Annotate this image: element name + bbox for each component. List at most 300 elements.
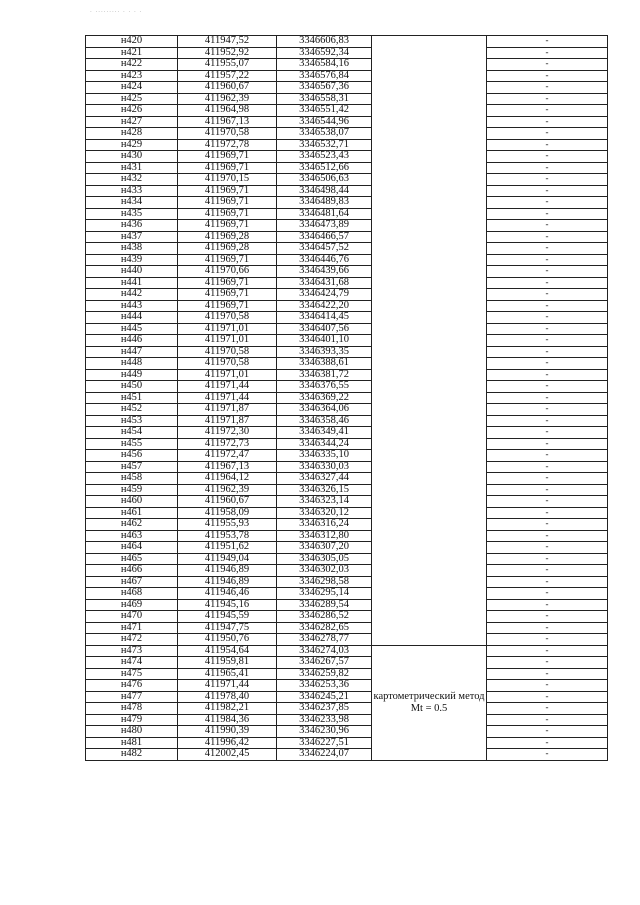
table-row (86, 197, 608, 209)
x-coordinate-cell: 411969,71 (178, 208, 277, 220)
accuracy-cell (487, 737, 608, 749)
accuracy-dash: - (545, 564, 549, 574)
point-number-cell: н460 (86, 496, 178, 508)
y-coordinate-cell: 3346544,96 (277, 116, 372, 128)
accuracy-cell (487, 289, 608, 301)
x-coordinate-cell: 411962,39 (178, 484, 277, 496)
x-coordinate-cell: 411970,58 (178, 346, 277, 358)
x-coordinate-cell: 411971,01 (178, 335, 277, 347)
accuracy-dash: - (545, 403, 549, 413)
accuracy-dash: - (545, 242, 549, 252)
accuracy-cell (487, 36, 608, 48)
table-row (86, 312, 608, 324)
accuracy-cell (487, 703, 608, 715)
accuracy-cell (487, 450, 608, 462)
accuracy-dash: - (545, 196, 549, 206)
y-coordinate-cell: 3346302,03 (277, 565, 372, 577)
table-row (86, 726, 608, 738)
accuracy-dash: - (545, 46, 549, 57)
point-number-cell: н456 (86, 450, 178, 462)
table-row (86, 438, 608, 450)
accuracy-cell (487, 542, 608, 554)
y-coordinate-cell: 3346532,71 (277, 139, 372, 151)
table-row (86, 82, 608, 94)
point-number-cell: н443 (86, 300, 178, 312)
point-number-cell: н450 (86, 381, 178, 393)
x-coordinate-cell: 411972,73 (178, 438, 277, 450)
point-number-cell: н455 (86, 438, 178, 450)
accuracy-dash: - (545, 575, 549, 586)
point-number-cell: н472 (86, 634, 178, 646)
accuracy-cell (487, 254, 608, 266)
x-coordinate-cell: 411945,16 (178, 599, 277, 611)
accuracy-dash: - (545, 322, 549, 333)
x-coordinate-cell: 411967,13 (178, 461, 277, 473)
table-row (86, 427, 608, 439)
accuracy-cell (487, 105, 608, 117)
accuracy-cell (487, 323, 608, 335)
x-coordinate-cell: 411955,07 (178, 59, 277, 71)
table-row (86, 645, 608, 657)
x-coordinate-cell: 411962,39 (178, 93, 277, 105)
point-number-cell: н442 (86, 289, 178, 301)
point-number-cell: н440 (86, 266, 178, 278)
accuracy-cell (487, 611, 608, 623)
table-row (86, 749, 608, 761)
y-coordinate-cell: 3346245,21 (277, 691, 372, 703)
accuracy-dash: - (545, 368, 549, 379)
y-coordinate-cell: 3346376,55 (277, 381, 372, 393)
y-coordinate-cell: 3346422,20 (277, 300, 372, 312)
x-coordinate-cell: 411957,22 (178, 70, 277, 82)
accuracy-dash: - (545, 518, 549, 528)
accuracy-dash: - (545, 414, 549, 425)
accuracy-cell (487, 473, 608, 485)
y-coordinate-cell: 3346401,10 (277, 335, 372, 347)
point-number-cell: н469 (86, 599, 178, 611)
y-coordinate-cell: 3346466,57 (277, 231, 372, 243)
x-coordinate-cell: 411945,59 (178, 611, 277, 623)
accuracy-cell (487, 588, 608, 600)
accuracy-cell (487, 266, 608, 278)
x-coordinate-cell: 411982,21 (178, 703, 277, 715)
x-coordinate-cell: 411978,40 (178, 691, 277, 703)
x-coordinate-cell: 411970,66 (178, 266, 277, 278)
y-coordinate-cell: 3346227,51 (277, 737, 372, 749)
accuracy-cell (487, 576, 608, 588)
y-coordinate-cell: 3346330,03 (277, 461, 372, 473)
accuracy-cell (487, 116, 608, 128)
point-number-cell: н471 (86, 622, 178, 634)
table-row (86, 381, 608, 393)
x-coordinate-cell: 411954,64 (178, 645, 277, 657)
accuracy-cell (487, 381, 608, 393)
accuracy-cell (487, 243, 608, 255)
y-coordinate-cell: 3346237,85 (277, 703, 372, 715)
accuracy-cell (487, 599, 608, 611)
accuracy-dash: - (545, 690, 549, 701)
accuracy-dash: - (545, 69, 549, 80)
point-number-cell: н468 (86, 588, 178, 600)
table-row (86, 243, 608, 255)
table-row (86, 599, 608, 611)
accuracy-dash: - (545, 667, 549, 678)
x-coordinate-cell: 411969,71 (178, 300, 277, 312)
table-row (86, 231, 608, 243)
y-coordinate-cell: 3346274,03 (277, 645, 372, 657)
table-row (86, 335, 608, 347)
point-number-cell: н459 (86, 484, 178, 496)
table-row (86, 358, 608, 370)
table-row (86, 542, 608, 554)
accuracy-dash: - (545, 299, 549, 310)
x-coordinate-cell: 411996,42 (178, 737, 277, 749)
x-coordinate-cell: 411970,58 (178, 358, 277, 370)
accuracy-cell (487, 461, 608, 473)
point-number-cell: н447 (86, 346, 178, 358)
table-row (86, 576, 608, 588)
y-coordinate-cell: 3346576,84 (277, 70, 372, 82)
x-coordinate-cell: 411950,76 (178, 634, 277, 646)
accuracy-cell (487, 151, 608, 163)
table-row (86, 611, 608, 623)
y-coordinate-cell: 3346567,36 (277, 82, 372, 94)
accuracy-cell (487, 553, 608, 565)
table-row (86, 208, 608, 220)
accuracy-dash: - (545, 541, 549, 551)
y-coordinate-cell: 3346446,76 (277, 254, 372, 266)
accuracy-dash: - (545, 161, 549, 172)
point-number-cell: н481 (86, 737, 178, 749)
table-row (86, 70, 608, 82)
accuracy-cell (487, 277, 608, 289)
point-number-cell: н422 (86, 59, 178, 71)
accuracy-dash: - (545, 115, 549, 126)
y-coordinate-cell: 3346473,89 (277, 220, 372, 232)
accuracy-dash: - (545, 184, 549, 195)
y-coordinate-cell: 3346523,43 (277, 151, 372, 163)
x-coordinate-cell: 411964,98 (178, 105, 277, 117)
accuracy-cell (487, 174, 608, 186)
method-cell-empty (372, 36, 487, 646)
accuracy-cell (487, 392, 608, 404)
y-coordinate-cell: 3346424,79 (277, 289, 372, 301)
x-coordinate-cell: 411969,28 (178, 243, 277, 255)
point-number-cell: н461 (86, 507, 178, 519)
accuracy-cell (487, 507, 608, 519)
y-coordinate-cell: 3346584,16 (277, 59, 372, 71)
y-coordinate-cell: 3346506,63 (277, 174, 372, 186)
y-coordinate-cell: 3346369,22 (277, 392, 372, 404)
accuracy-dash: - (545, 587, 549, 597)
point-number-cell: н432 (86, 174, 178, 186)
point-number-cell: н420 (86, 36, 178, 48)
point-number-cell: н467 (86, 576, 178, 588)
accuracy-cell (487, 726, 608, 738)
point-number-cell: н465 (86, 553, 178, 565)
x-coordinate-cell: 411969,71 (178, 277, 277, 289)
accuracy-cell (487, 47, 608, 59)
x-coordinate-cell: 411951,62 (178, 542, 277, 554)
accuracy-cell (487, 622, 608, 634)
accuracy-cell (487, 346, 608, 358)
x-coordinate-cell: 411972,30 (178, 427, 277, 439)
table-row (86, 714, 608, 726)
accuracy-dash: - (545, 702, 549, 712)
y-coordinate-cell: 3346278,77 (277, 634, 372, 646)
point-number-cell: н424 (86, 82, 178, 94)
y-coordinate-cell: 3346233,98 (277, 714, 372, 726)
accuracy-cell (487, 139, 608, 151)
table-row (86, 473, 608, 485)
accuracy-cell (487, 645, 608, 657)
accuracy-dash: - (545, 644, 549, 655)
x-coordinate-cell: 411971,87 (178, 415, 277, 427)
accuracy-dash: - (545, 495, 549, 505)
table-row (86, 634, 608, 646)
accuracy-cell (487, 93, 608, 105)
table-row (86, 162, 608, 174)
table-row (86, 289, 608, 301)
table-row (86, 105, 608, 117)
accuracy-dash: - (545, 621, 549, 632)
x-coordinate-cell: 411971,44 (178, 392, 277, 404)
y-coordinate-cell: 3346551,42 (277, 105, 372, 117)
accuracy-dash: - (545, 345, 549, 356)
x-coordinate-cell: 411967,13 (178, 116, 277, 128)
accuracy-cell (487, 530, 608, 542)
point-number-cell: н457 (86, 461, 178, 473)
accuracy-dash: - (545, 334, 549, 344)
accuracy-dash: - (545, 207, 549, 218)
y-coordinate-cell: 3346481,64 (277, 208, 372, 220)
y-coordinate-cell: 3346592,34 (277, 47, 372, 59)
coordinates-table (85, 35, 608, 761)
table-row (86, 47, 608, 59)
accuracy-cell (487, 300, 608, 312)
accuracy-dash: - (545, 748, 549, 758)
y-coordinate-cell: 3346289,54 (277, 599, 372, 611)
table-row (86, 737, 608, 749)
y-coordinate-cell: 3346558,31 (277, 93, 372, 105)
accuracy-cell (487, 128, 608, 140)
accuracy-dash: - (545, 219, 549, 229)
point-number-cell: н441 (86, 277, 178, 289)
table-row (86, 369, 608, 381)
table-row (86, 507, 608, 519)
y-coordinate-cell: 3346538,07 (277, 128, 372, 140)
point-number-cell: н439 (86, 254, 178, 266)
x-coordinate-cell: 411972,78 (178, 139, 277, 151)
table-row (86, 266, 608, 278)
x-coordinate-cell: 411969,71 (178, 220, 277, 232)
point-number-cell: н482 (86, 749, 178, 761)
x-coordinate-cell: 411946,89 (178, 576, 277, 588)
accuracy-dash: - (545, 460, 549, 471)
point-number-cell: н476 (86, 680, 178, 692)
x-coordinate-cell: 411970,58 (178, 312, 277, 324)
point-number-cell: н434 (86, 197, 178, 209)
x-coordinate-cell: 411971,44 (178, 680, 277, 692)
accuracy-dash: - (545, 81, 549, 91)
accuracy-dash: - (545, 138, 549, 149)
accuracy-dash: - (545, 506, 549, 517)
table-row (86, 622, 608, 634)
x-coordinate-cell: 411949,04 (178, 553, 277, 565)
point-number-cell: н429 (86, 139, 178, 151)
accuracy-dash: - (545, 288, 549, 298)
table-row (86, 680, 608, 692)
page-header-marks: . ......... . . . . (90, 6, 143, 14)
y-coordinate-cell: 3346498,44 (277, 185, 372, 197)
table-row (86, 703, 608, 715)
accuracy-dash: - (545, 483, 549, 494)
table-row (86, 496, 608, 508)
accuracy-dash: - (545, 357, 549, 367)
y-coordinate-cell: 3346316,24 (277, 519, 372, 531)
accuracy-cell (487, 335, 608, 347)
table-row (86, 59, 608, 71)
point-number-cell: н423 (86, 70, 178, 82)
table-row (86, 277, 608, 289)
accuracy-cell (487, 749, 608, 761)
point-number-cell: н431 (86, 162, 178, 174)
y-coordinate-cell: 3346606,83 (277, 36, 372, 48)
accuracy-cell (487, 231, 608, 243)
accuracy-dash: - (545, 552, 549, 563)
accuracy-cell (487, 82, 608, 94)
point-number-cell: н477 (86, 691, 178, 703)
y-coordinate-cell: 3346512,66 (277, 162, 372, 174)
accuracy-dash: - (545, 253, 549, 264)
point-number-cell: н451 (86, 392, 178, 404)
accuracy-dash: - (545, 426, 549, 436)
table-row (86, 36, 608, 48)
accuracy-dash: - (545, 127, 549, 137)
accuracy-cell (487, 185, 608, 197)
accuracy-cell (487, 415, 608, 427)
accuracy-dash: - (545, 265, 549, 275)
coordinates-table-body (86, 36, 608, 761)
x-coordinate-cell: 411971,01 (178, 369, 277, 381)
point-number-cell: н454 (86, 427, 178, 439)
x-coordinate-cell: 411947,75 (178, 622, 277, 634)
accuracy-dash: - (545, 529, 549, 540)
x-coordinate-cell: 411955,93 (178, 519, 277, 531)
x-coordinate-cell: 411969,71 (178, 289, 277, 301)
accuracy-cell (487, 519, 608, 531)
y-coordinate-cell: 3346439,66 (277, 266, 372, 278)
table-row (86, 553, 608, 565)
x-coordinate-cell: 411969,71 (178, 151, 277, 163)
x-coordinate-cell: 411990,39 (178, 726, 277, 738)
point-number-cell: н430 (86, 151, 178, 163)
point-number-cell: н464 (86, 542, 178, 554)
point-number-cell: н470 (86, 611, 178, 623)
x-coordinate-cell: 411960,67 (178, 496, 277, 508)
x-coordinate-cell: 411971,01 (178, 323, 277, 335)
point-number-cell: н448 (86, 358, 178, 370)
accuracy-dash: - (545, 391, 549, 402)
y-coordinate-cell: 3346259,82 (277, 668, 372, 680)
accuracy-cell (487, 59, 608, 71)
table-row (86, 93, 608, 105)
point-number-cell: н474 (86, 657, 178, 669)
y-coordinate-cell: 3346305,05 (277, 553, 372, 565)
point-number-cell: н425 (86, 93, 178, 105)
point-number-cell: н452 (86, 404, 178, 416)
accuracy-dash: - (545, 679, 549, 689)
point-number-cell: н444 (86, 312, 178, 324)
point-number-cell: н427 (86, 116, 178, 128)
x-coordinate-cell: 411947,52 (178, 36, 277, 48)
point-number-cell: н453 (86, 415, 178, 427)
accuracy-cell (487, 369, 608, 381)
y-coordinate-cell: 3346224,07 (277, 749, 372, 761)
y-coordinate-cell: 3346407,56 (277, 323, 372, 335)
accuracy-cell (487, 484, 608, 496)
x-coordinate-cell: 411984,36 (178, 714, 277, 726)
table-row (86, 484, 608, 496)
point-number-cell: н435 (86, 208, 178, 220)
point-number-cell: н478 (86, 703, 178, 715)
accuracy-dash: - (545, 35, 549, 45)
y-coordinate-cell: 3346312,80 (277, 530, 372, 542)
x-coordinate-cell: 411969,71 (178, 197, 277, 209)
y-coordinate-cell: 3346457,52 (277, 243, 372, 255)
accuracy-cell (487, 358, 608, 370)
y-coordinate-cell: 3346282,65 (277, 622, 372, 634)
table-row (86, 128, 608, 140)
x-coordinate-cell: 411946,46 (178, 588, 277, 600)
accuracy-cell (487, 427, 608, 439)
accuracy-cell (487, 312, 608, 324)
accuracy-cell (487, 634, 608, 646)
y-coordinate-cell: 3346298,58 (277, 576, 372, 588)
x-coordinate-cell: 411958,09 (178, 507, 277, 519)
y-coordinate-cell: 3346335,10 (277, 450, 372, 462)
y-coordinate-cell: 3346327,44 (277, 473, 372, 485)
accuracy-cell (487, 208, 608, 220)
point-number-cell: н463 (86, 530, 178, 542)
table-row (86, 392, 608, 404)
x-coordinate-cell: 411969,71 (178, 254, 277, 266)
table-row (86, 185, 608, 197)
table-row (86, 415, 608, 427)
method-cell: картометрический метод Mt = 0.5 (372, 645, 487, 760)
table-row (86, 116, 608, 128)
accuracy-cell (487, 691, 608, 703)
accuracy-cell (487, 438, 608, 450)
y-coordinate-cell: 3346489,83 (277, 197, 372, 209)
accuracy-dash: - (545, 276, 549, 287)
x-coordinate-cell: 411971,87 (178, 404, 277, 416)
point-number-cell: н462 (86, 519, 178, 531)
accuracy-dash: - (545, 610, 549, 620)
table-row (86, 691, 608, 703)
x-coordinate-cell: 412002,45 (178, 749, 277, 761)
table-row (86, 151, 608, 163)
x-coordinate-cell: 411970,15 (178, 174, 277, 186)
point-number-cell: н475 (86, 668, 178, 680)
point-number-cell: н428 (86, 128, 178, 140)
accuracy-cell (487, 714, 608, 726)
accuracy-dash: - (545, 104, 549, 114)
y-coordinate-cell: 3346381,72 (277, 369, 372, 381)
accuracy-dash: - (545, 437, 549, 448)
point-number-cell: н421 (86, 47, 178, 59)
x-coordinate-cell: 411969,71 (178, 185, 277, 197)
